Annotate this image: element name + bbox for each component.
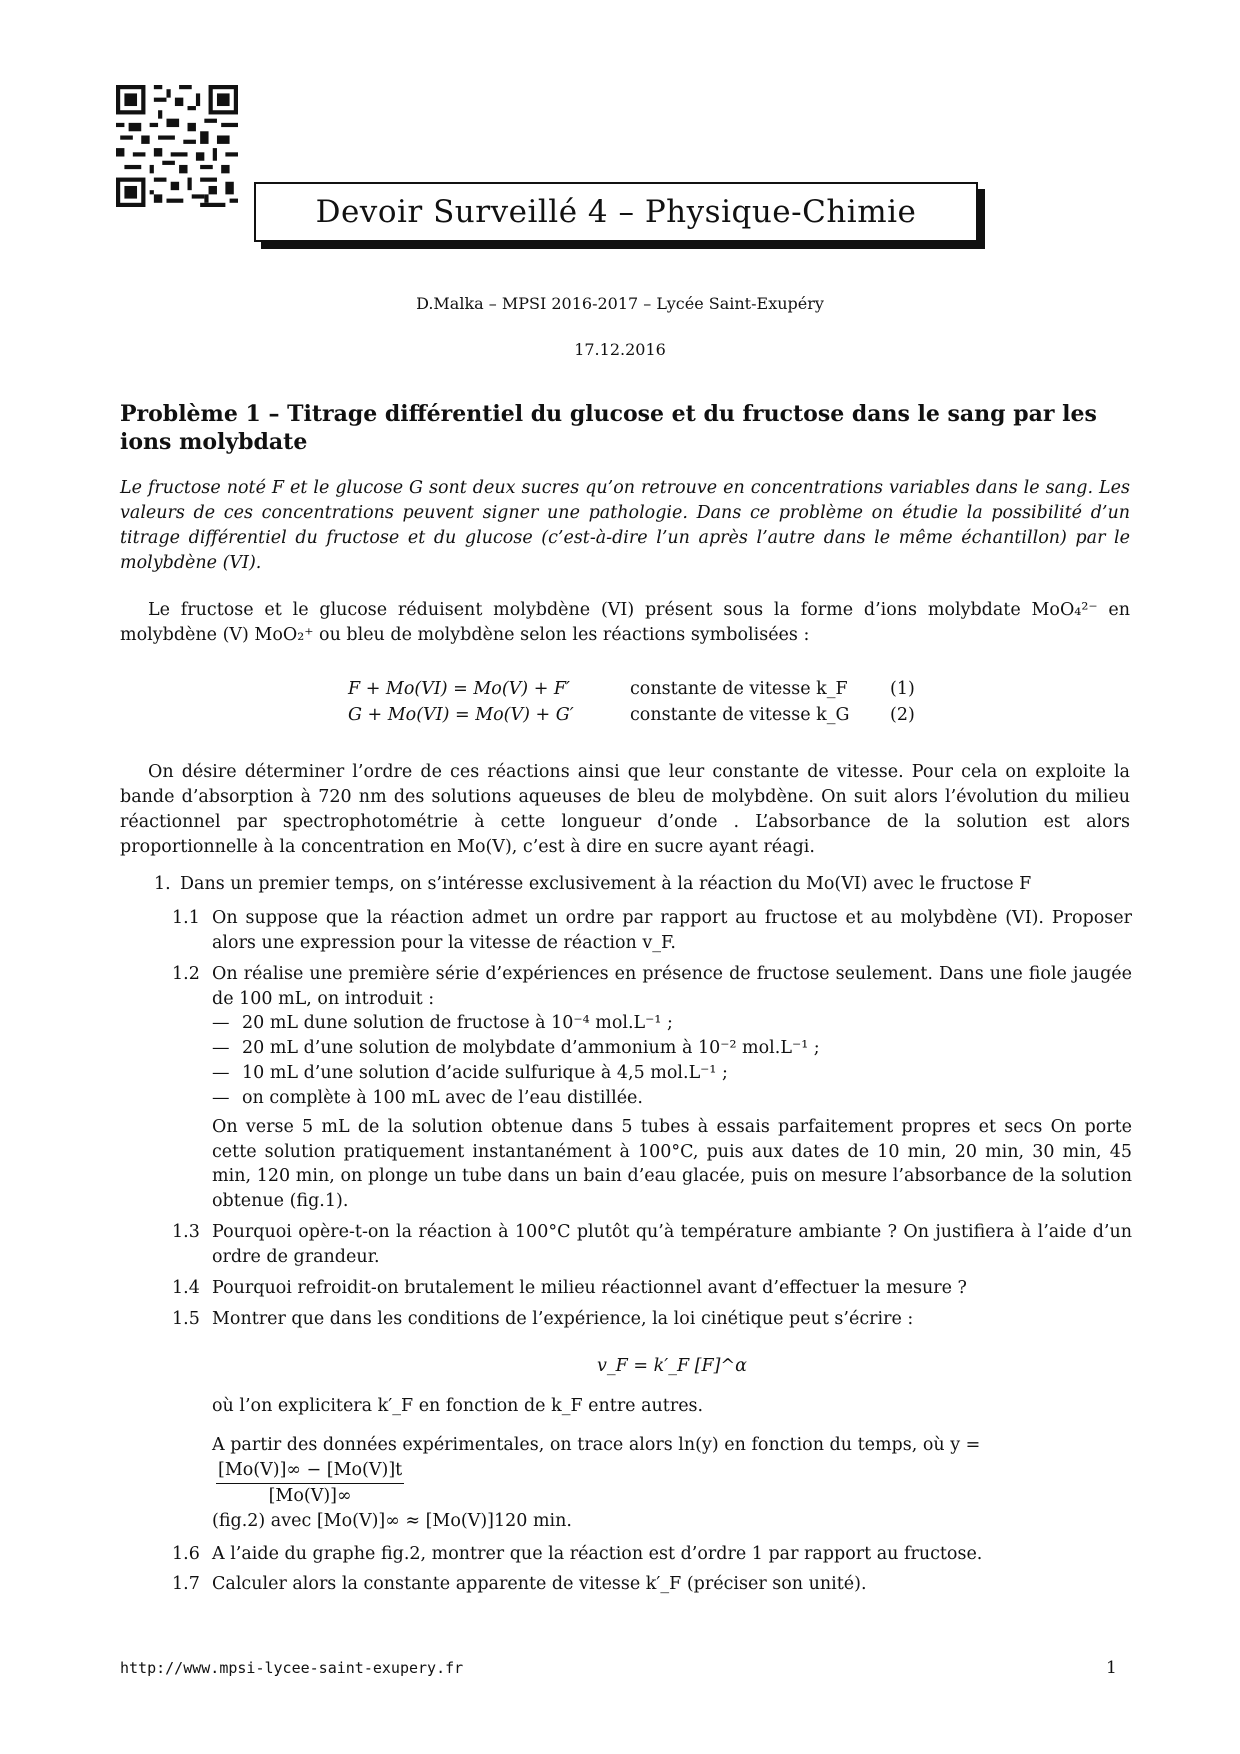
log-plot-definition xyxy=(212,1433,1132,1509)
reaction-row xyxy=(348,702,968,728)
reaction-equations xyxy=(348,676,968,728)
question-text: Calculer alors la constante apparente de vitesse k′_F (préciser son unité). xyxy=(212,1574,867,1595)
subquestion-list xyxy=(172,906,1132,1603)
rate-law-formula: v_F = k′_F [F]^α xyxy=(597,1355,747,1376)
bullet-text: on complète à 100 mL avec de l’eau distillée. xyxy=(242,1087,643,1108)
fraction-denominator: [Mo(V)]∞ xyxy=(268,1485,352,1506)
question-number: 1.7 xyxy=(172,1574,200,1595)
list-item: — on complète à 100 mL avec de l’eau distillée. xyxy=(212,1086,1132,1111)
question-text: On réalise une première série d’expériences en présence de fructose seulement. Dans une fiole jaugée de 100 mL, on introduit : xyxy=(212,963,1132,1009)
question-continuation: On verse 5 mL de la solution obtenue dans 5 tubes à essais parfaitement propres et secs On porte cette solution pratiquement instantanément à 100°C, puis aux dates de 10 min, 20 min, 30 min, 45 min, 120 min, on plonge un tube dans un bain d’eau glacée, puis on mesure l’absorbance de la solution obtenue (fig.1). xyxy=(212,1116,1132,1212)
question-number: 1.3 xyxy=(172,1222,200,1243)
question-1-5 xyxy=(172,1307,1132,1534)
question-number: 1.2 xyxy=(172,963,200,984)
problem-title: Problème 1 – Titrage différentiel du glucose et du fructose dans le sang par les ions molybdate xyxy=(120,401,1097,455)
reaction-equation: G + Mo(VI) = Mo(V) + G′ xyxy=(348,704,574,725)
question-1-4 xyxy=(172,1276,1132,1301)
y-fraction xyxy=(216,1458,404,1509)
reaction-equation: F + Mo(VI) = Mo(V) + F′ xyxy=(348,678,571,699)
qr-code xyxy=(116,85,238,207)
question-1-2 xyxy=(172,962,1132,1214)
author-line: D.Malka – MPSI 2016-2017 – Lycée Saint-Exupéry xyxy=(416,294,824,313)
question-text: Dans un premier temps, on s’intéresse exclusivement à la réaction du Mo(VI) avec le fructose F xyxy=(180,874,1032,894)
paragraph-reactions-intro: Le fructose et le glucose réduisent molybdène (VI) présent sous la forme d’ions molybdate MoO₄²⁻ en molybdène (V) MoO₂⁺ ou bleu de molybdène selon les réactions symbolisées : xyxy=(120,600,1130,645)
paragraph-method: On désire déterminer l’ordre de ces réactions ainsi que leur constante de vitesse. Pour cela on exploite la bande d’absorption à 720 nm des solutions aqueuses de bleu de molybdène. On suit alors l’évolution du milieu réactionnel par spectrophotométrie à cette longueur d’onde . L’absorbance de la solution est alors proportionnelle à la concentration en Mo(V), c’est à dire en sucre ayant réagi. xyxy=(120,762,1130,857)
question-continuation: où l’on explicitera k′_F en fonction de k_F entre autres. xyxy=(212,1396,704,1417)
page-number: 1 xyxy=(1106,1658,1117,1678)
fraction-numerator: [Mo(V)]∞ − [Mo(V)]t xyxy=(216,1458,404,1484)
question-text: A l’aide du graphe fig.2, montrer que la réaction est d’ordre 1 par rapport au fructose. xyxy=(212,1543,983,1564)
list-item: — 10 mL d’une solution d’acide sulfurique à 4,5 mol.L⁻¹ ; xyxy=(212,1061,1132,1086)
question-1-6 xyxy=(172,1542,1132,1567)
plot-text-continuation: (fig.2) avec [Mo(V)]∞ ≈ [Mo(V)]120 min. xyxy=(212,1510,572,1531)
reaction-number: (2) xyxy=(890,704,915,725)
question-number: 1.4 xyxy=(172,1277,200,1298)
list-item: — 20 mL dune solution de fructose à 10⁻⁴ mol.L⁻¹ ; xyxy=(212,1011,1132,1036)
page-title-text: Devoir Surveillé 4 – Physique-Chimie xyxy=(315,193,917,230)
question-number: 1.5 xyxy=(172,1308,200,1329)
question-1-1 xyxy=(172,906,1132,956)
reaction-row xyxy=(348,676,968,702)
question-number: 1.6 xyxy=(172,1543,200,1564)
question-number: 1. xyxy=(154,874,171,894)
question-1-3 xyxy=(172,1220,1132,1270)
list-item: — 20 mL d’une solution de molybdate d’ammonium à 10⁻² mol.L⁻¹ ; xyxy=(212,1036,1132,1061)
plot-text: A partir des données expérimentales, on trace alors ln(y) en fonction du temps, où y = xyxy=(212,1435,981,1456)
date-line: 17.12.2016 xyxy=(574,340,666,359)
question-text: Pourquoi refroidit-on brutalement le milieu réactionnel avant d’effectuer la mesure ? xyxy=(212,1277,967,1298)
page-title xyxy=(254,182,978,242)
bullet-text: 10 mL d’une solution d’acide sulfurique à 4,5 mol.L⁻¹ ; xyxy=(242,1063,728,1084)
question-number: 1.1 xyxy=(172,908,200,928)
question-text: Pourquoi opère-t-on la réaction à 100°C plutôt qu’à température ambiante ? On justifiera à l’aide d’un ordre de grandeur. xyxy=(212,1222,1132,1267)
bullet-text: 20 mL dune solution de fructose à 10⁻⁴ mol.L⁻¹ ; xyxy=(242,1013,673,1034)
question-text: On suppose que la réaction admet un ordre par rapport au fructose et au molybdène (VI). Proposer alors une expression pour la vitesse de réaction v_F. xyxy=(212,908,1132,953)
problem-intro: Le fructose noté F et le glucose G sont deux sucres qu’on retrouve en concentrations variables dans le sang. Les valeurs de ces concentrations peuvent signer une pathologie. Dans ce problème on étudie la possibilité d’un titrage différentiel du fructose et du glucose (c’est-à-dire l’un après l’autre dans le même échantillon) par le molybdène (VI). xyxy=(120,478,1130,573)
question-text: Montrer que dans les conditions de l’expérience, la loi cinétique peut s’écrire : xyxy=(212,1308,914,1329)
question-1 xyxy=(154,872,1134,897)
reaction-rate: constante de vitesse k_F xyxy=(630,678,848,699)
reaction-rate: constante de vitesse k_G xyxy=(630,704,850,725)
reaction-number: (1) xyxy=(890,678,915,699)
question-1-7 xyxy=(172,1572,1132,1597)
footer-website-link[interactable]: http://www.mpsi-lycee-saint-exupery.fr xyxy=(120,1659,464,1677)
bullet-text: 20 mL d’une solution de molybdate d’ammonium à 10⁻² mol.L⁻¹ ; xyxy=(242,1038,820,1059)
